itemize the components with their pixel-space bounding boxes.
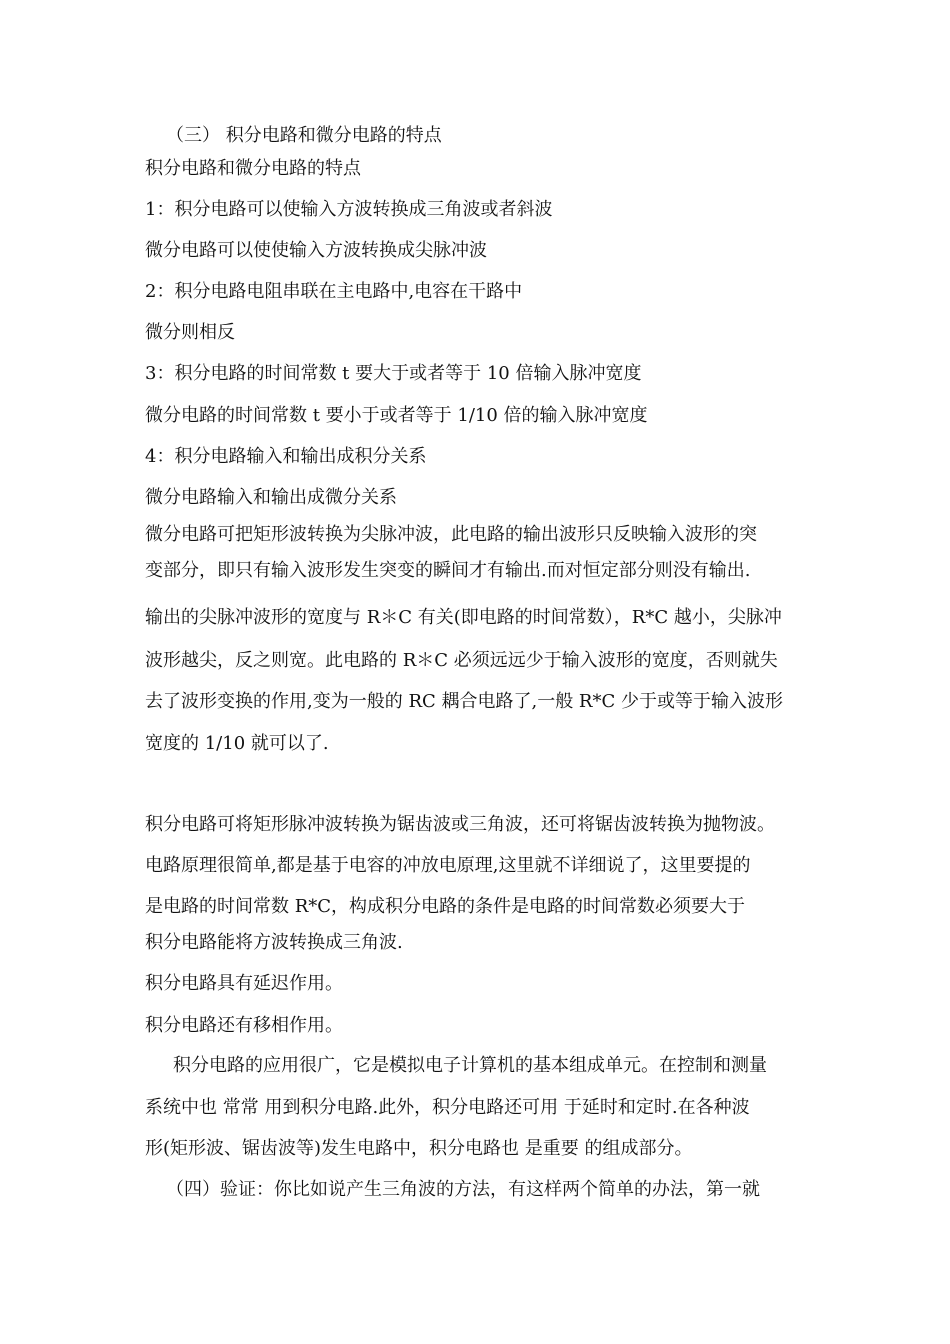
point-1-differential: 微分电路可以使使输入方波转换成尖脉冲波 (145, 240, 487, 261)
section-4-line: （四）验证：你比如说产生三角波的方法，有这样两个简单的办法，第一就 (166, 1179, 760, 1200)
point-1-integral: 1：积分电路可以使输入方波转换成三角波或者斜波 (145, 199, 553, 220)
differential-paragraph-line: 输出的尖脉冲波形的宽度与 R＊C 有关(即电路的时间常数），R*C 越小，尖脉冲 (145, 607, 782, 628)
integral-paragraph-line: 电路原理很简单,都是基于电容的冲放电原理,这里就不详细说了，这里要提的 (145, 855, 751, 876)
differential-paragraph-line: 波形越尖，反之则宽。此电路的 R＊C 必须远远少于输入波形的宽度，否则就失 (145, 650, 778, 671)
point-2-differential: 微分则相反 (145, 322, 235, 343)
differential-paragraph-line: 宽度的 1/10 就可以了. (145, 733, 329, 754)
point-4-integral: 4：积分电路输入和输出成积分关系 (145, 446, 427, 467)
integral-paragraph-line: 积分电路可将矩形脉冲波转换为锯齿波或三角波，还可将锯齿波转换为抛物波。 (145, 814, 775, 835)
application-paragraph-line: 积分电路的应用很广，它是模拟电子计算机的基本组成单元。在控制和测量 (173, 1055, 767, 1076)
point-3-differential: 微分电路的时间常数 t 要小于或者等于 1/10 倍的输入脉冲宽度 (145, 405, 648, 426)
differential-paragraph-line: 变部分，即只有输入波形发生突变的瞬间才有输出.而对恒定部分则没有输出. (145, 560, 751, 581)
differential-paragraph-line: 去了波形变换的作用,变为一般的 RC 耦合电路了,一般 R*C 少于或等于输入波形 (145, 691, 783, 712)
point-2-integral: 2：积分电路电阻串联在主电路中,电容在干路中 (145, 281, 523, 302)
integral-paragraph-line: 积分电路还有移相作用。 (145, 1015, 343, 1036)
subtitle: 积分电路和微分电路的特点 (145, 158, 361, 179)
integral-paragraph-line: 是电路的时间常数 R*C，构成积分电路的条件是电路的时间常数必须要大于 (145, 896, 746, 917)
integral-paragraph-line: 积分电路具有延迟作用。 (145, 973, 343, 994)
section-3-heading: （三） 积分电路和微分电路的特点 (166, 125, 442, 146)
point-3-integral: 3：积分电路的时间常数 t 要大于或者等于 10 倍输入脉冲宽度 (145, 363, 642, 384)
point-4-differential: 微分电路输入和输出成微分关系 (145, 487, 397, 508)
application-paragraph-line: 形(矩形波、锯齿波等)发生电路中，积分电路也 是重要 的组成部分。 (145, 1138, 693, 1159)
application-paragraph-line: 系统中也 常常 用到积分电路.此外，积分电路还可用 于延时和定时.在各种波 (145, 1097, 750, 1118)
differential-paragraph-line: 微分电路可把矩形波转换为尖脉冲波，此电路的输出波形只反映输入波形的突 (145, 524, 757, 545)
integral-paragraph-line: 积分电路能将方波转换成三角波. (145, 932, 403, 953)
